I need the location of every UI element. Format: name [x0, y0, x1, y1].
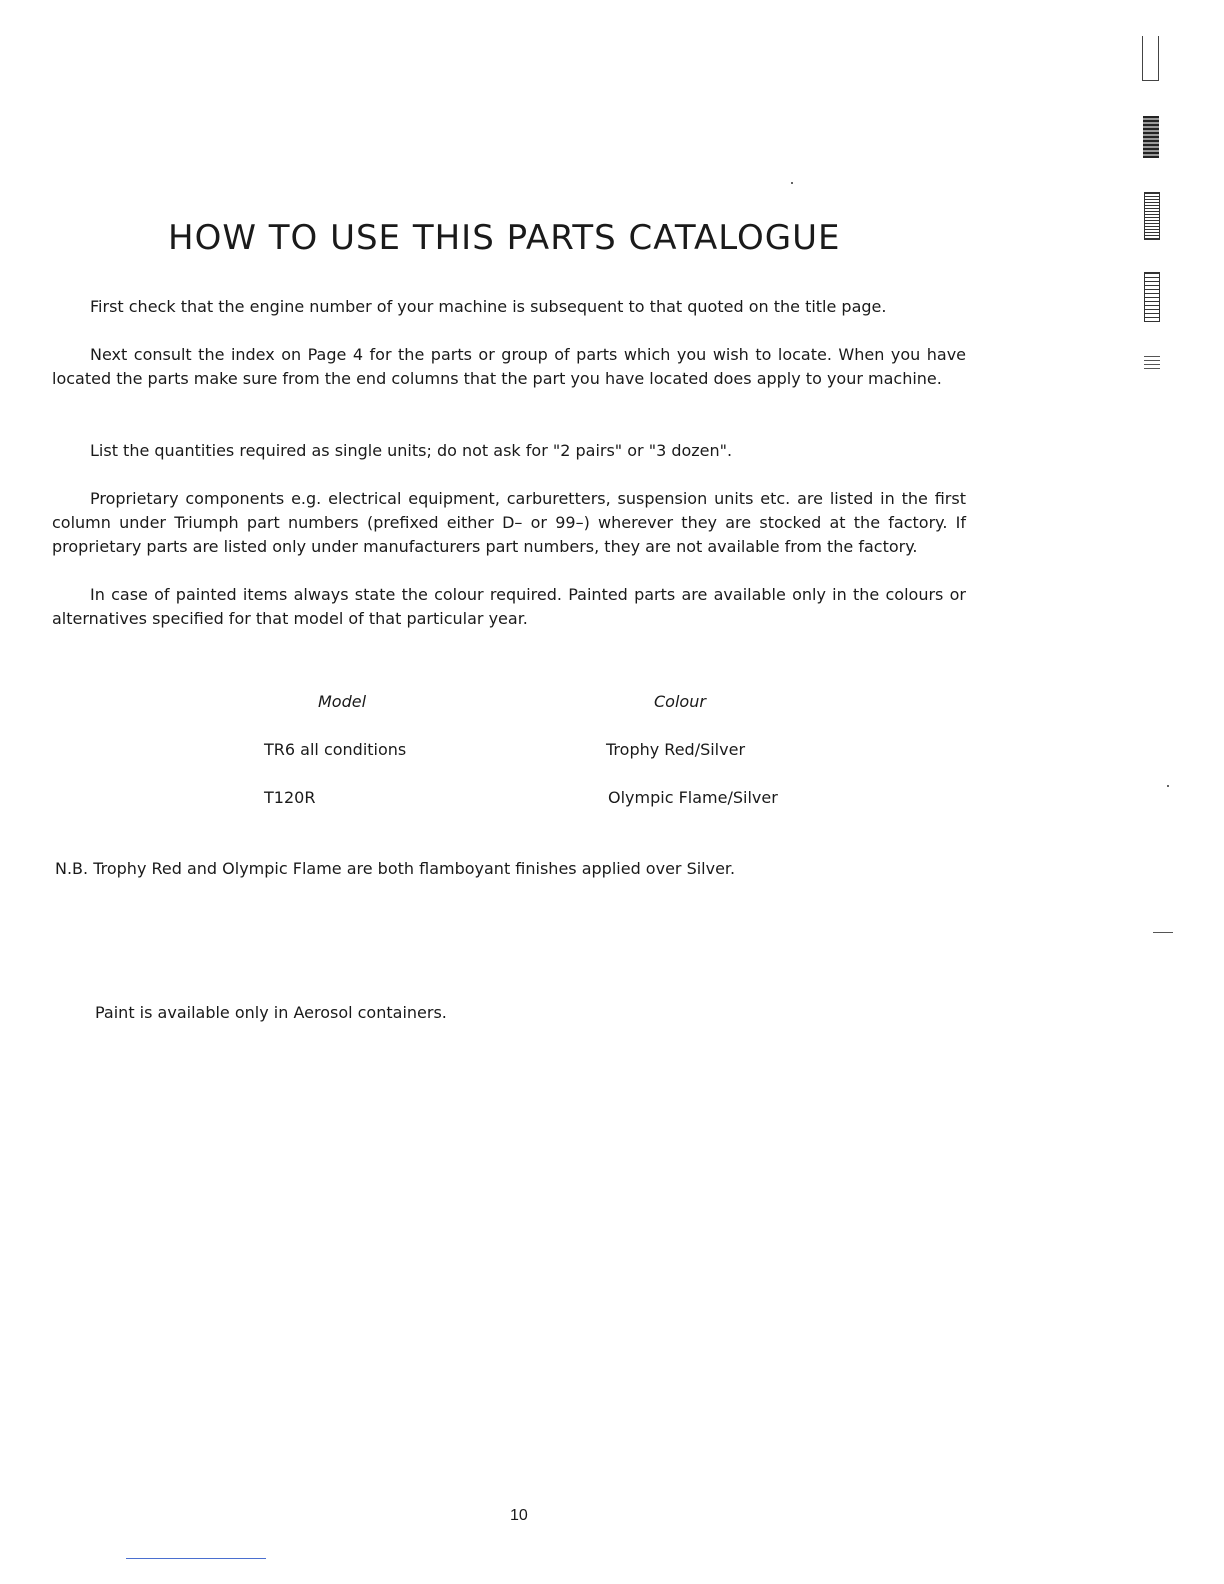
footer-rule	[126, 1558, 266, 1559]
margin-hatched-mark	[1144, 356, 1160, 370]
scan-speck	[1167, 785, 1169, 787]
margin-hatched-mark	[1144, 192, 1160, 240]
margin-dash-mark	[1153, 932, 1173, 933]
table-row-model: T120R	[264, 788, 316, 807]
paragraph-consult-index: Next consult the index on Page 4 for the parts or group of parts which you wish to locate. When you have located the parts make sure from the end columns that the part you have located does apply to your machine.	[52, 345, 966, 388]
page-number: 10	[510, 1507, 528, 1524]
paint-availability-note: Paint is available only in Aerosol containers.	[95, 1003, 447, 1022]
margin-hatched-mark	[1144, 272, 1160, 322]
table-row-model: TR6 all conditions	[264, 740, 407, 759]
finish-note: N.B. Trophy Red and Olympic Flame are both flamboyant finishes applied over Silver.	[55, 859, 736, 878]
margin-bracket-mark	[1142, 36, 1159, 81]
paragraph-engine-number: First check that the engine number of your machine is subsequent to that quoted on the title page.	[90, 297, 887, 316]
model-header: Model	[318, 692, 367, 711]
paragraph-painted-items: In case of painted items always state the colour required. Painted parts are available only in the colours or alternatives specified for that model of that particular year.	[52, 585, 966, 628]
page-title: HOW TO USE THIS PARTS CATALOGUE	[168, 218, 841, 258]
scan-speck	[791, 182, 793, 184]
colour-header: Colour	[654, 692, 706, 711]
paragraph-quantities: List the quantities required as single units; do not ask for "2 pairs" or "3 dozen".	[90, 441, 733, 460]
paragraph-proprietary-components: Proprietary components e.g. electrical equipment, carburetters, suspension units etc. are listed in the first column under Triumph part numbers (prefixed either D– or 99–) wherever they are stocked at the factory. If proprietary parts are listed only under manufacturers part numbers, they are not available from the factory.	[52, 489, 966, 556]
margin-hatched-mark	[1143, 116, 1159, 158]
table-row-colour: Trophy Red/Silver	[606, 740, 746, 759]
table-row-colour: Olympic Flame/Silver	[608, 788, 778, 807]
